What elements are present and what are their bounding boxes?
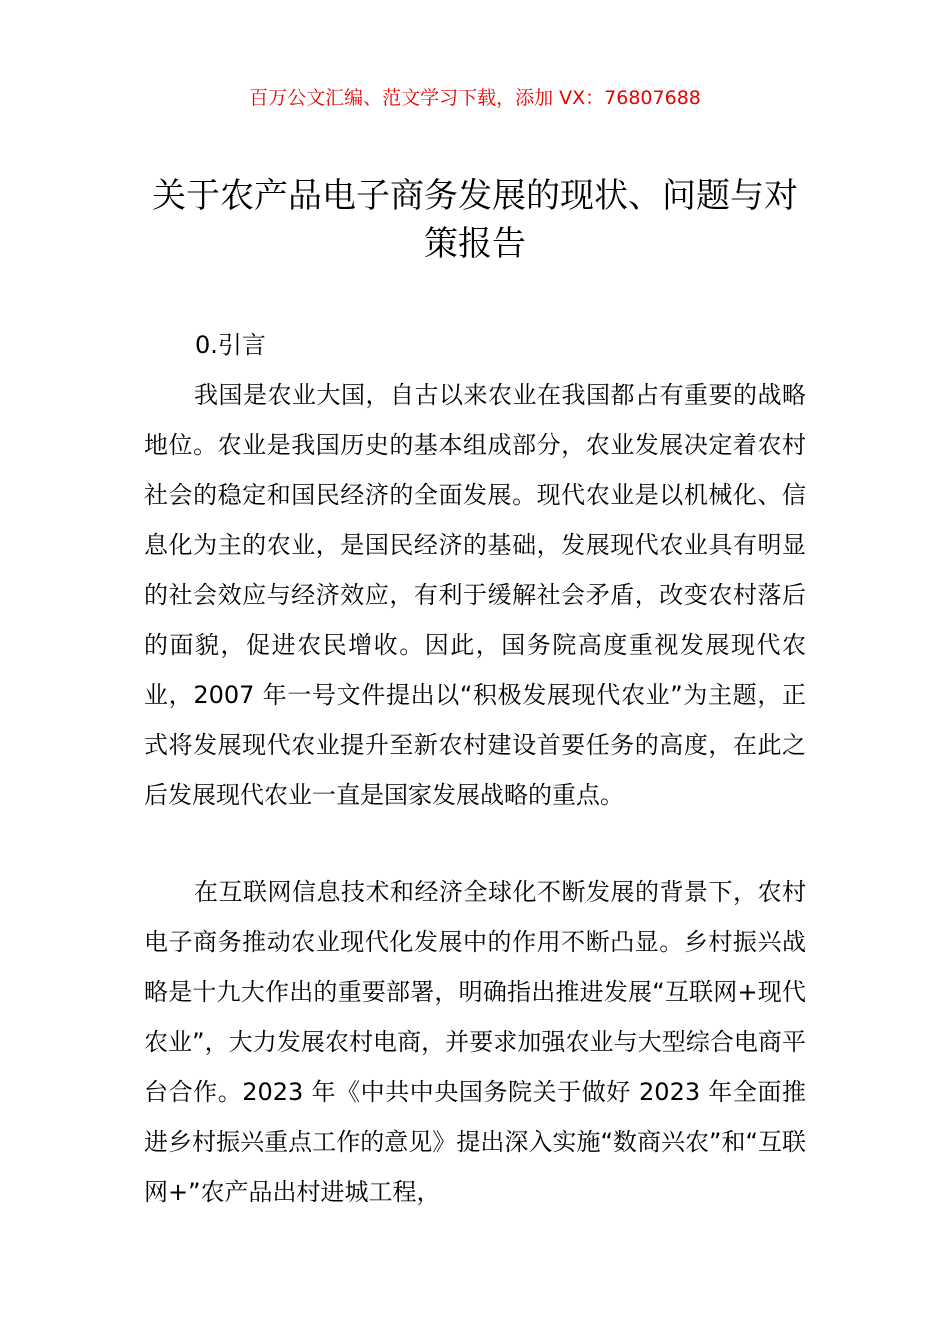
header-banner: 百万公文汇编、范文学习下载，添加 VX：76807688 — [249, 87, 701, 109]
document-title: 关于农产品电子商务发展的现状、问题与对策报告 — [152, 176, 798, 264]
section-heading: 0.引言 — [195, 331, 266, 359]
paragraph-1: 我国是农业大国，自古以来农业在我国都占有重要的战略地位。农业是我国历史的基本组成部分，农业发展决定着农村社会的稳定和国民经济的全面发展。现代农业是以机械化、信息化为主的农业，是国民经济的基础，发展现代农业具有明显的社会效应与经济效应，有利于缓解社会矛盾，改变农村落后的面貌，促进农民增收。因此，国务院高度重视发展现代农业，2007 年一号文件提出以“积极发展现代农业”为主题，正式将发展现代农业提升至新农村建设首要任务的高度，在此之后发展现代农业一直是国家发展战略的重点。 — [144, 381, 806, 809]
paragraph-2: 在互联网信息技术和经济全球化不断发展的背景下，农村电子商务推动农业现代化发展中的作用不断凸显。乡村振兴战略是十九大作出的重要部署，明确指出推进发展“互联网+现代农业”，大力发展农村电商，并要求加强农业与大型综合电商平台合作。2023 年《中共中央国务院关于做好 2023 年全面推进乡村振兴重点工作的意见》提出深入实施“数商兴农”和“互联网+”农产品出村进城工程， — [144, 878, 806, 1206]
